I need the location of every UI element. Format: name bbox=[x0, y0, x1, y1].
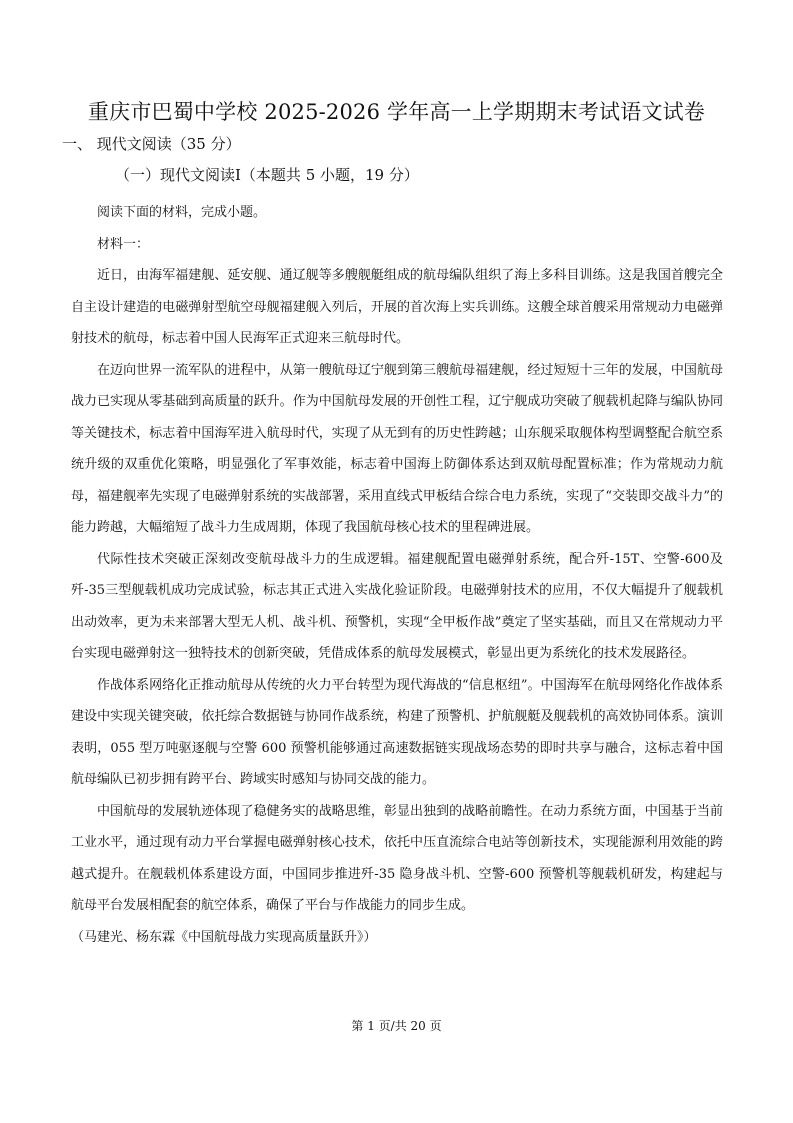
subsection-heading: （一）现代文阅读Ⅰ（本题共 5 小题，19 分） bbox=[115, 166, 419, 184]
paragraph-2: 在迈向世界一流军队的进程中，从第一艘航母辽宁舰到第三艘航母福建舰，经过短短十三年的发展，中国航母战力已实现从零基础到高质量的跃升。作为中国航母发展的开创性工程，辽宁舰成功突破了舰载机起降与编队协同等关键技术，标志着中国海军进入航母时代，实现了从无到有的历史性跨越；山东舰采取舰体构型调整配合航空系统升级的双重优化策略，明显强化了军事效能，标志着中国海上防御体系达到双航母配置标准；作为常规动力航母，福建舰率先实现了电磁弹射系统的实战部署，采用直线式甲板结合综合电力系统，实现了“交装即交战斗力”的能力跨越，大幅缩短了战斗力生成周期，体现了我国航母核心技术的里程碑进展。 bbox=[71, 362, 723, 535]
paragraph-4: 作战体系网络化正推动航母从传统的火力平台转型为现代海战的“信息枢纽”。中国海军在航母网络化作战体系建设中实现关键突破，依托综合数据链与协同作战系统，构建了预警机、护航舰艇及舰载机的高效协同体系。演训表明，055 型万吨驱逐舰与空警 600 预警机能够通过高速数据链实现战场态势的即时共享与融合，这标志着中国航母编队已初步拥有跨平台、跨域实时感知与协同交战的能力。 bbox=[71, 677, 723, 787]
paragraph-1: 近日，由海军福建舰、延安舰、通辽舰等多艘舰艇组成的航母编队组织了海上多科目训练。这是我国首艘完全自主设计建造的电磁弹射型航空母舰福建舰入列后，开展的首次海上实兵训练。这艘全球首艘采用常规动力电磁弹射技术的航母，标志着中国人民海军正式迎来三航母时代。 bbox=[71, 268, 723, 346]
source-citation: （马建光、杨东霖《中国航母战力实现高质量跃升》） bbox=[71, 929, 377, 945]
instruction-text: 阅读下面的材料，完成小题。 bbox=[97, 205, 267, 220]
page-number: 第 1 页/共 20 页 bbox=[351, 1019, 442, 1033]
paragraph-5: 中国航母的发展轨迹体现了稳健务实的战略思维，彰显出独到的战略前瞻性。在动力系统方面，中国基于当前工业水平，通过现有动力平台掌握电磁弹射核心技术，依托中压直流综合电站等创新技术，实现能源利用效能的跨越式提升。在舰载机体系建设方面，中国同步推进歼-35 隐身战斗机、空警-600 预警机等舰载机研发，构建起与航母平台发展相配套的航空体系，确保了平台与作战能力的同步生成。 bbox=[71, 803, 723, 913]
paragraph-3: 代际性技术突破正深刻改变航母战斗力的生成逻辑。福建舰配置电磁弹射系统，配合歼-15T、空警-600及歼-35三型舰载机成功完成试验，标志其正式进入实战化验证阶段。电磁弹射技术的应用，不仅大幅提升了舰载机出动效率，更为未来部署大型无人机、战斗机、预警机，实现“全甲板作战”奠定了坚实基础，而且又在常规动力平台实现电磁弹射这一独特技术的创新突破，凭借成体系的航母发展模式，彰显出更为系统化的技术发展路径。 bbox=[71, 551, 723, 661]
exam-title: 重庆市巴蜀中学校 2025-2026 学年高一上学期期末考试语文试卷 bbox=[87, 100, 706, 124]
reading-passage bbox=[71, 197, 723, 953]
section-heading: 一、 现代文阅读（35 分） bbox=[62, 135, 241, 153]
material-label: 材料一： bbox=[97, 236, 150, 252]
